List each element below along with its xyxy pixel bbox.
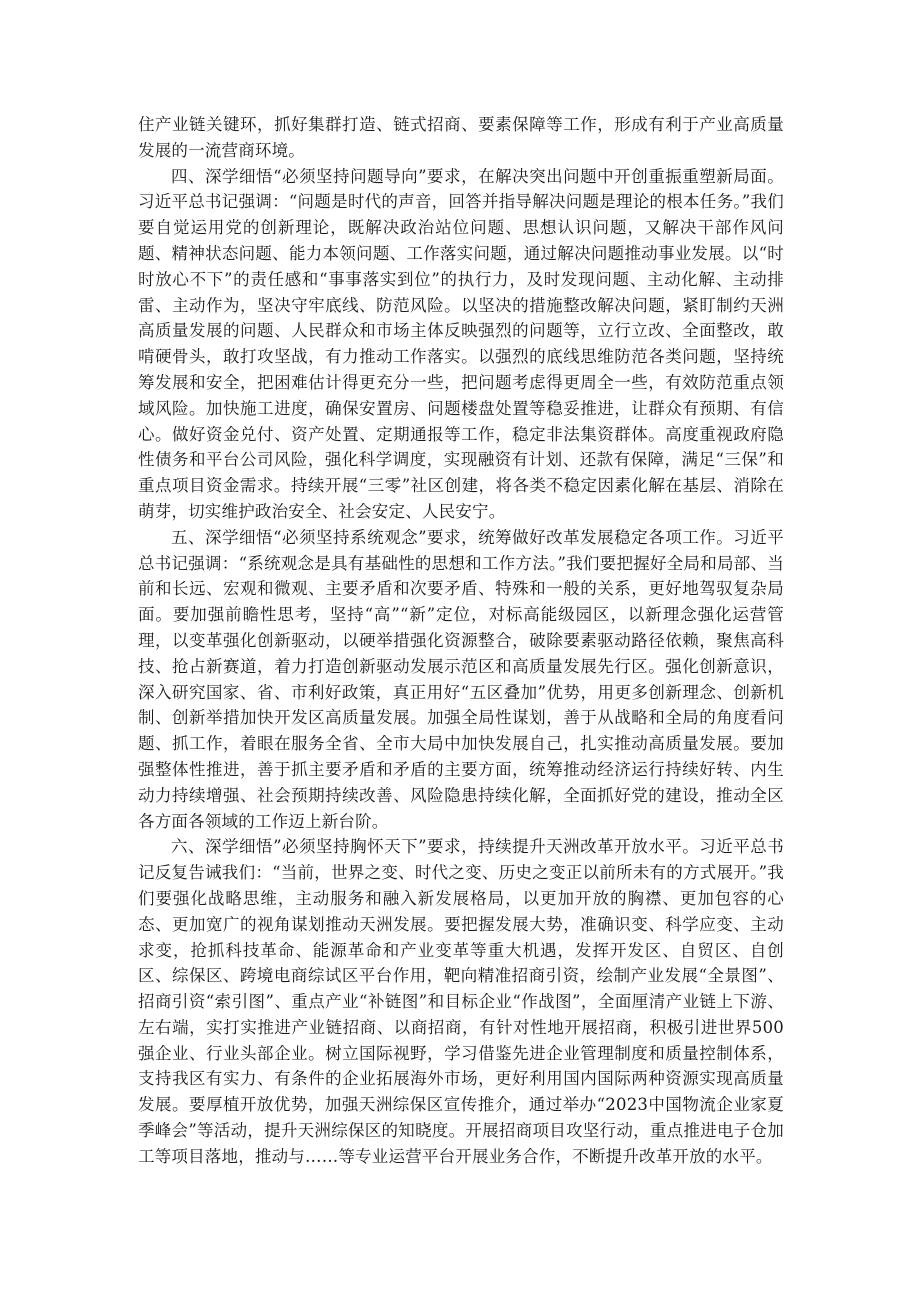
paragraph-section-six: 六、深学细悟”必须坚持胸怀天下”要求，持续提升天洲改革开放水平。习近平总书记反复告诫我们：“当前，世界之变、时代之变、历史之变正以前所未有的方式展开。”我们要强化战略思维，主动服务和融入新发展格局，以更加开放的胸襟、更加包容的心态、更加宽广的视角谋划推动天洲发展。要把握发展大势，准确识变、科学应变、主动求变，抢抓科技革命、能源革命和产业变革等重大机遇，发挥开发区、自贸区、自创区、综保区、跨境电商综试区平台作用，靶向精准招商引资，绘制产业发展“全景图”、招商引资“索引图”、重点产业“补链图”和目标企业“作战图”，全面厘清产业链上下游、左右端，实打实推进产业链招商、以商招商，有针对性地开展招商，积极引进世界500强企业、行业头部企业。树立国际视野，学习借鉴先进企业管理制度和质量控制体系，支持我区有实力、有条件的企业拓展海外市场，更好利用国内国际两种资源实现高质量发展。要厚植开放优势，加强天洲综保区宣传推介，通过举办“2023中国物流企业家夏季峰会”等活动，提升天洲综保区的知晓度。开展招商项目攻坚行动，重点推进电子仓加工等项目落地，推动与……等专业运营平台开展业务合作，不断提升改革开放的水平。 — [138, 837, 784, 1166]
paragraph-continuation: 住产业链关键环，抓好集群打造、链式招商、要素保障等工作，形成有利于产业高质量发展的一流营商环境。 — [138, 115, 784, 160]
document-body — [138, 112, 784, 1170]
paragraph-section-four: 四、深学细悟“必须坚持问题导向”要求，在解决突出问题中开创重振重塑新局面。习近平总书记强调：“问题是时代的声音，回答并指导解决问题是理论的根本任务。”我们要自觉运用党的创新理论，既解决政治站位问题、思想认识问题，又解决干部作风问题、精神状态问题、能力本领问题、工作落实问题，通过解决问题推动事业发展。以“时时放心不下”的责任感和“事事落实到位”的执行力，及时发现问题、主动化解、主动排雷、主动作为，坚决守牢底线、防范风险。以坚决的措施整改解决问题，紧盯制约天洲高质量发展的问题、人民群众和市场主体反映强烈的问题等，立行立改、全面整改，敢啃硬骨头，敢打攻坚战，有力推动工作落实。以强烈的底线思维防范各类问题，坚持统筹发展和安全，把困难估计得更充分一些，把问题考虑得更周全一些，有效防范重点领域风险。加快施工进度，确保安置房、问题楼盘处置等稳妥推进，让群众有预期、有信心。做好资金兑付、资产处置、定期通报等工作，稳定非法集资群体。高度重视政府隐性债务和平台公司风险，强化科学调度，实现融资有计划、还款有保障，满足“三保”和重点项目资金需求。持续开展“三零”社区创建，将各类不稳定因素化解在基层、消除在萌芽，切实维护政治安全、社会安定、人民安宁。 — [138, 166, 784, 521]
paragraph-section-five: 五、深学细悟“必须坚持系统观念”要求，统筹做好改革发展稳定各项工作。习近平总书记强调：“系统观念是具有基础性的思想和工作方法。”我们要把握好全局和局部、当前和长远、宏观和微观、主要矛盾和次要矛盾、特殊和一般的关系，更好地驾驭复杂局面。要加强前瞻性思考，坚持“高”“新”定位，对标高能级园区，以新理念强化运营管理，以变革强化创新驱动，以硬举措强化资源整合，破除要素驱动路径依赖，聚焦高科技、抢占新赛道，着力打造创新驱动发展示范区和高质量发展先行区。强化创新意识，深入研究国家、省、市利好政策，真正用好“五区叠加”优势，用更多创新理念、创新机制、创新举措加快开发区高质量发展。加强全局性谋划，善于从战略和全局的角度看问题、抓工作，着眼在服务全省、全市大局中加快发展自己，扎实推动高质量发展。要加强整体性推进，善于抓主要矛盾和矛盾的主要方面，统筹推动经济运行持续好转、内生动力持续增强、社会预期持续改善、风险隐患持续化解，全面抓好党的建设，推动全区各方面各领域的工作迈上新台阶。 — [138, 527, 784, 831]
